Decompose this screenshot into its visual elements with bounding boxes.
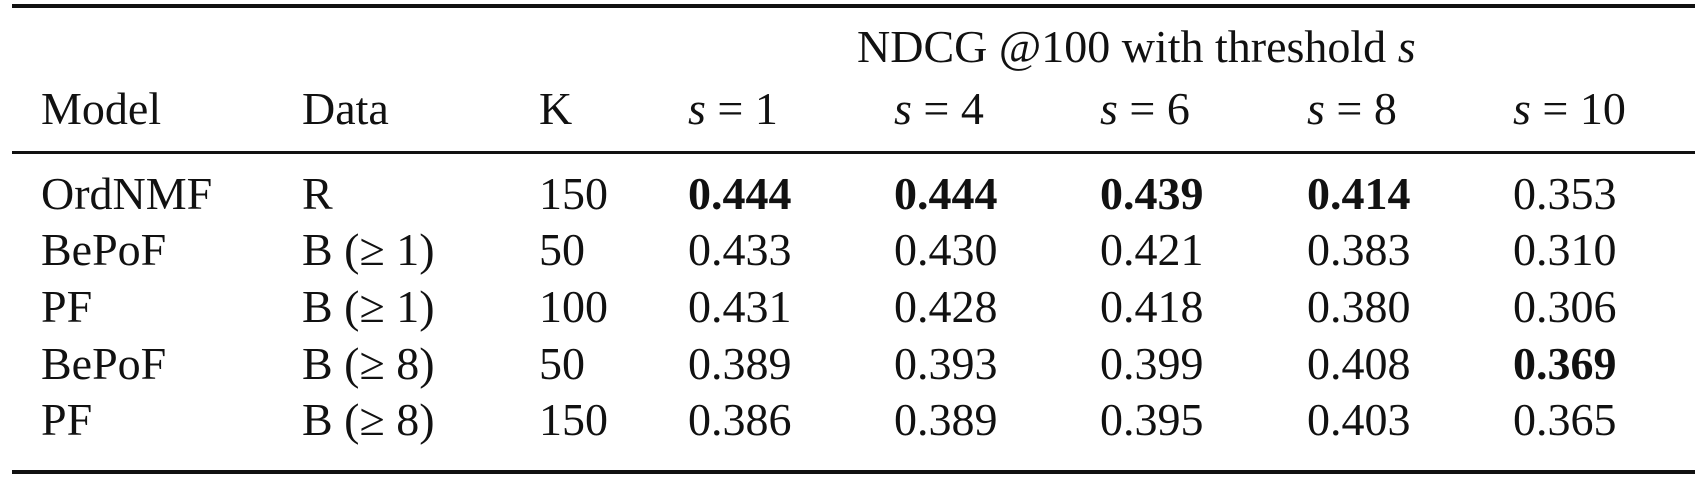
header-threshold-10 [1513,83,1626,135]
threshold-operator: = [911,83,961,134]
cell-data: B (≥ 1) [302,281,435,332]
cell-score: 0.393 [894,338,998,389]
cell-score: 0.408 [1307,338,1411,389]
cell-score: 0.444 [688,168,792,219]
threshold-value: 10 [1579,83,1626,134]
header-rule [12,151,1695,154]
cell-model: BePoF [41,224,167,275]
threshold-variable: s [1307,83,1325,134]
cell-score: 0.353 [1513,168,1617,219]
threshold-variable: s [1100,83,1118,134]
group-header-variable: s [1397,21,1416,72]
header-threshold-4 [894,83,984,135]
threshold-operator: = [1117,83,1167,134]
cell-data: B (≥ 8) [302,338,435,389]
top-rule [12,4,1695,8]
threshold-operator: = [705,83,755,134]
bottom-rule [12,470,1695,474]
cell-score: 0.399 [1100,338,1204,389]
cell-score: 0.395 [1100,394,1204,445]
threshold-value: 8 [1373,83,1397,134]
cell-k: 50 [539,224,585,275]
cell-score: 0.444 [894,168,998,219]
cell-score: 0.439 [1100,168,1204,219]
header-k: K [539,83,573,134]
cell-score: 0.389 [688,338,792,389]
cell-score: 0.428 [894,281,998,332]
cell-k: 100 [539,281,608,332]
threshold-operator: = [1324,83,1374,134]
cell-score: 0.418 [1100,281,1204,332]
cell-k: 150 [539,394,608,445]
threshold-value: 4 [960,83,984,134]
header-threshold-6 [1100,83,1190,135]
cell-score: 0.431 [688,281,792,332]
cell-model: BePoF [41,338,167,389]
header-model: Model [41,83,162,134]
cell-model: PF [41,281,93,332]
cell-score: 0.369 [1513,338,1617,389]
threshold-variable: s [894,83,912,134]
header-threshold-1 [688,83,778,135]
cell-data: B (≥ 1) [302,224,435,275]
cell-score: 0.433 [688,224,792,275]
cell-score: 0.380 [1307,281,1411,332]
cell-score: 0.389 [894,394,998,445]
cell-score: 0.306 [1513,281,1617,332]
cell-score: 0.403 [1307,394,1411,445]
cell-model: PF [41,394,93,445]
threshold-variable: s [688,83,706,134]
header-threshold-8 [1307,83,1397,135]
group-header-ndcg [857,21,1416,73]
threshold-variable: s [1513,83,1531,134]
cell-model: OrdNMF [41,168,213,219]
cell-score: 0.414 [1307,168,1411,219]
header-data: Data [302,83,389,134]
cell-score: 0.430 [894,224,998,275]
group-header-text: NDCG @100 with threshold [857,21,1398,72]
cell-score: 0.421 [1100,224,1204,275]
threshold-operator: = [1530,83,1580,134]
cell-score: 0.365 [1513,394,1617,445]
cell-score: 0.386 [688,394,792,445]
threshold-value: 6 [1166,83,1190,134]
cell-score: 0.383 [1307,224,1411,275]
cell-data: B (≥ 8) [302,394,435,445]
cell-k: 150 [539,168,608,219]
threshold-value: 1 [754,83,778,134]
cell-score: 0.310 [1513,224,1617,275]
cell-k: 50 [539,338,585,389]
cell-data: R [302,168,333,219]
